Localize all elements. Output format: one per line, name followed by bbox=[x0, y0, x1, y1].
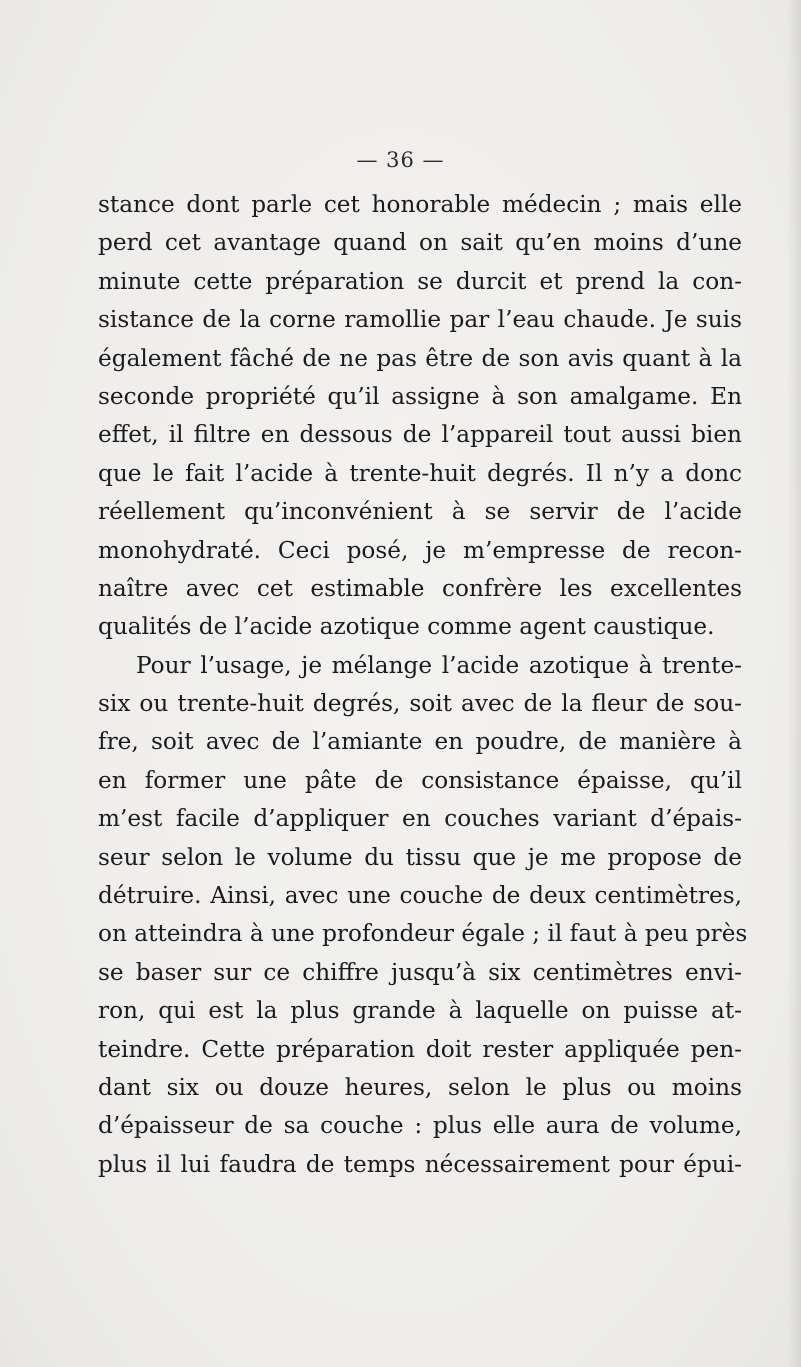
text-line: réellement qu’inconvénient à se servir de l’acide bbox=[98, 498, 742, 526]
text-line: seur selon le volume du tissu que je me propose de bbox=[98, 843, 742, 871]
text-line: en former une pâte de consistance épaisse, qu’il bbox=[98, 766, 742, 794]
text-line: ron, qui est la plus grande à laquelle on puisse at- bbox=[98, 997, 742, 1025]
page-number: — 36 — bbox=[356, 148, 445, 172]
text-line: également fâché de ne pas être de son avis quant à la bbox=[98, 344, 742, 372]
text-line: seconde propriété qu’il assigne à son amalgame. En bbox=[98, 382, 742, 410]
paragraph-first-line: Pour l’usage, je mélange l’acide azotique à trente- bbox=[136, 651, 742, 679]
text-line: minute cette préparation se durcit et prend la con- bbox=[98, 267, 742, 295]
body-text bbox=[98, 186, 748, 1184]
text-line: on atteindra à une profondeur égale ; il faut à peu près bbox=[98, 920, 748, 948]
text-line: stance dont parle cet honorable médecin ; mais elle bbox=[98, 191, 742, 218]
text-line: teindre. Cette préparation doit rester appliquée pen- bbox=[98, 1035, 742, 1063]
text-line: perd cet avantage quand on sait qu’en moins d’une bbox=[98, 229, 742, 257]
text-line: effet, il filtre en dessous de l’appareil tout aussi bien bbox=[98, 421, 742, 449]
text-line: monohydraté. Ceci posé, je m’empresse de recon- bbox=[98, 536, 742, 564]
text-line: détruire. Ainsi, avec une couche de deux centimètres, bbox=[98, 882, 742, 910]
text-line: qualités de l’acide azotique comme agent caustique. bbox=[98, 613, 715, 641]
text-line: que le fait l’acide à trente-huit degrés. Il n’y a donc bbox=[98, 459, 742, 487]
text-line: dant six ou douze heures, selon le plus ou moins bbox=[98, 1073, 742, 1101]
text-line: plus il lui faudra de temps nécessairement pour épui- bbox=[98, 1150, 742, 1178]
text-line: d’épaisseur de sa couche : plus elle aura de volume, bbox=[98, 1112, 742, 1140]
text-line: six ou trente-huit degrés, soit avec de la fleur de sou- bbox=[98, 690, 742, 718]
text-line: sistance de la corne ramollie par l’eau chaude. Je suis bbox=[98, 306, 742, 334]
text-line: m’est facile d’appliquer en couches variant d’épais- bbox=[98, 805, 742, 833]
text-line: se baser sur ce chiffre jusqu’à six centimètres envi- bbox=[98, 958, 742, 986]
page-edge-shadow bbox=[787, 0, 801, 1367]
text-line: fre, soit avec de l’amiante en poudre, de manière à bbox=[98, 728, 742, 756]
text-line: naître avec cet estimable confrère les excellentes bbox=[98, 574, 742, 602]
